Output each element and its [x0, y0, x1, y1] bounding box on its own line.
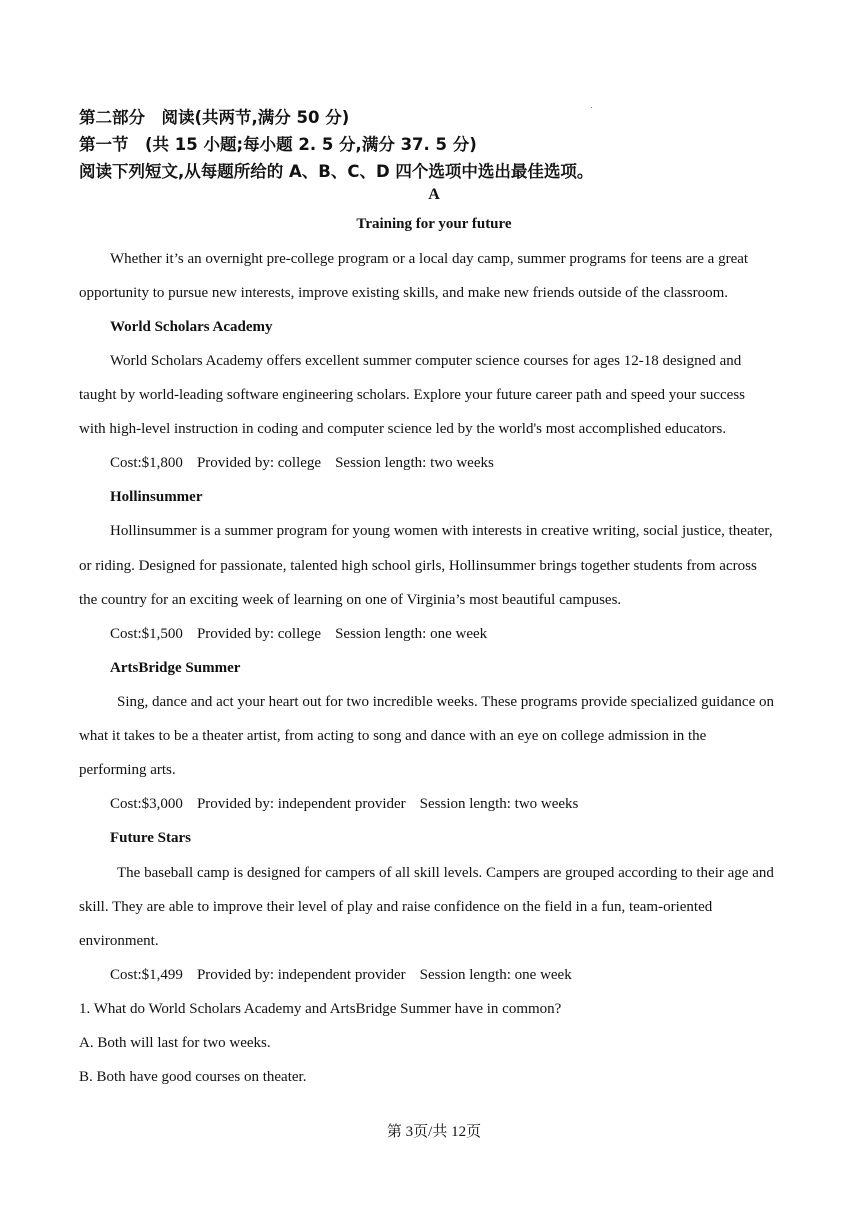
page-number: 第 3页/共 12页 — [386, 1124, 482, 1140]
program-name: ArtsBridge Summer — [110, 660, 241, 676]
program-cost: Cost:$1,499 — [110, 967, 183, 983]
program-name: World Scholars Academy — [110, 319, 273, 335]
program-meta — [110, 455, 494, 472]
answer-option: B. Both have good courses on theater. — [79, 1069, 307, 1085]
program-desc-line: World Scholars Academy offers excellent summer computer science courses for ages 12-18 designed and — [110, 353, 742, 369]
instruction-line: 阅读下列短文,从每题所给的 A、B、C、D 四个选项中选出最佳选项。 — [79, 162, 594, 181]
program-provider: Provided by: independent provider — [196, 967, 406, 983]
program-desc-line: with high-level instruction in coding and computer science led by the world's most accomplished educators. — [79, 421, 727, 437]
program-desc-line: skill. They are able to improve their level of play and raise confidence on the field in a fun, team-oriented — [79, 899, 713, 915]
program-session: Session length: two weeks — [335, 455, 494, 471]
program-desc-line: environment. — [79, 933, 159, 949]
program-cost: Cost:$3,000 — [110, 796, 183, 812]
program-meta — [110, 626, 487, 643]
passage-title: Training for your future — [356, 216, 512, 232]
program-cost: Cost:$1,500 — [110, 626, 183, 642]
program-session: Session length: two weeks — [419, 796, 579, 812]
program-provider: Provided by: college — [196, 626, 322, 642]
program-session: Session length: one week — [335, 626, 488, 642]
program-desc-line: taught by world-leading software engineering scholars. Explore your future career path and speed your success — [79, 387, 746, 403]
section-heading: 第一节 (共 15 小题;每小题 2. 5 分,满分 37. 5 分) — [79, 135, 477, 154]
program-desc-line: performing arts. — [79, 762, 176, 778]
program-cost: Cost:$1,800 — [110, 455, 183, 471]
program-name: Future Stars — [110, 830, 191, 846]
program-desc-line: Hollinsummer is a summer program for young women with interests in creative writing, social justice, theater, — [110, 523, 773, 539]
intro-line: opportunity to pursue new interests, improve existing skills, and make new friends outside of the classroom. — [79, 285, 729, 301]
intro-line: Whether it’s an overnight pre-college program or a local day camp, summer programs for teens are a great — [110, 251, 749, 267]
program-desc-line: the country for an exciting week of learning on one of Virginia’s most beautiful campuses. — [79, 592, 622, 608]
program-name: Hollinsummer — [110, 489, 203, 505]
program-meta — [110, 796, 578, 813]
program-desc-line: The baseball camp is designed for campers of all skill levels. Campers are grouped according to their age and — [117, 865, 774, 881]
program-provider: Provided by: college — [196, 455, 322, 471]
program-meta — [110, 967, 572, 984]
program-session: Session length: one week — [419, 967, 572, 983]
part-heading: 第二部分 阅读(共两节,满分 50 分) — [79, 108, 350, 127]
program-desc-line: or riding. Designed for passionate, talented high school girls, Hollinsummer brings together students from across — [79, 558, 757, 574]
passage-letter: A — [428, 186, 440, 203]
program-desc-line: what it takes to be a theater artist, from acting to song and dance with an eye on college admission in the — [79, 728, 707, 744]
program-desc-line: Sing, dance and act your heart out for two incredible weeks. These programs provide specialized guidance on — [117, 694, 774, 710]
scan-speck — [591, 107, 592, 108]
program-provider: Provided by: independent provider — [196, 796, 406, 812]
question-text: 1. What do World Scholars Academy and ArtsBridge Summer have in common? — [79, 1001, 562, 1017]
answer-option: A. Both will last for two weeks. — [79, 1035, 271, 1051]
